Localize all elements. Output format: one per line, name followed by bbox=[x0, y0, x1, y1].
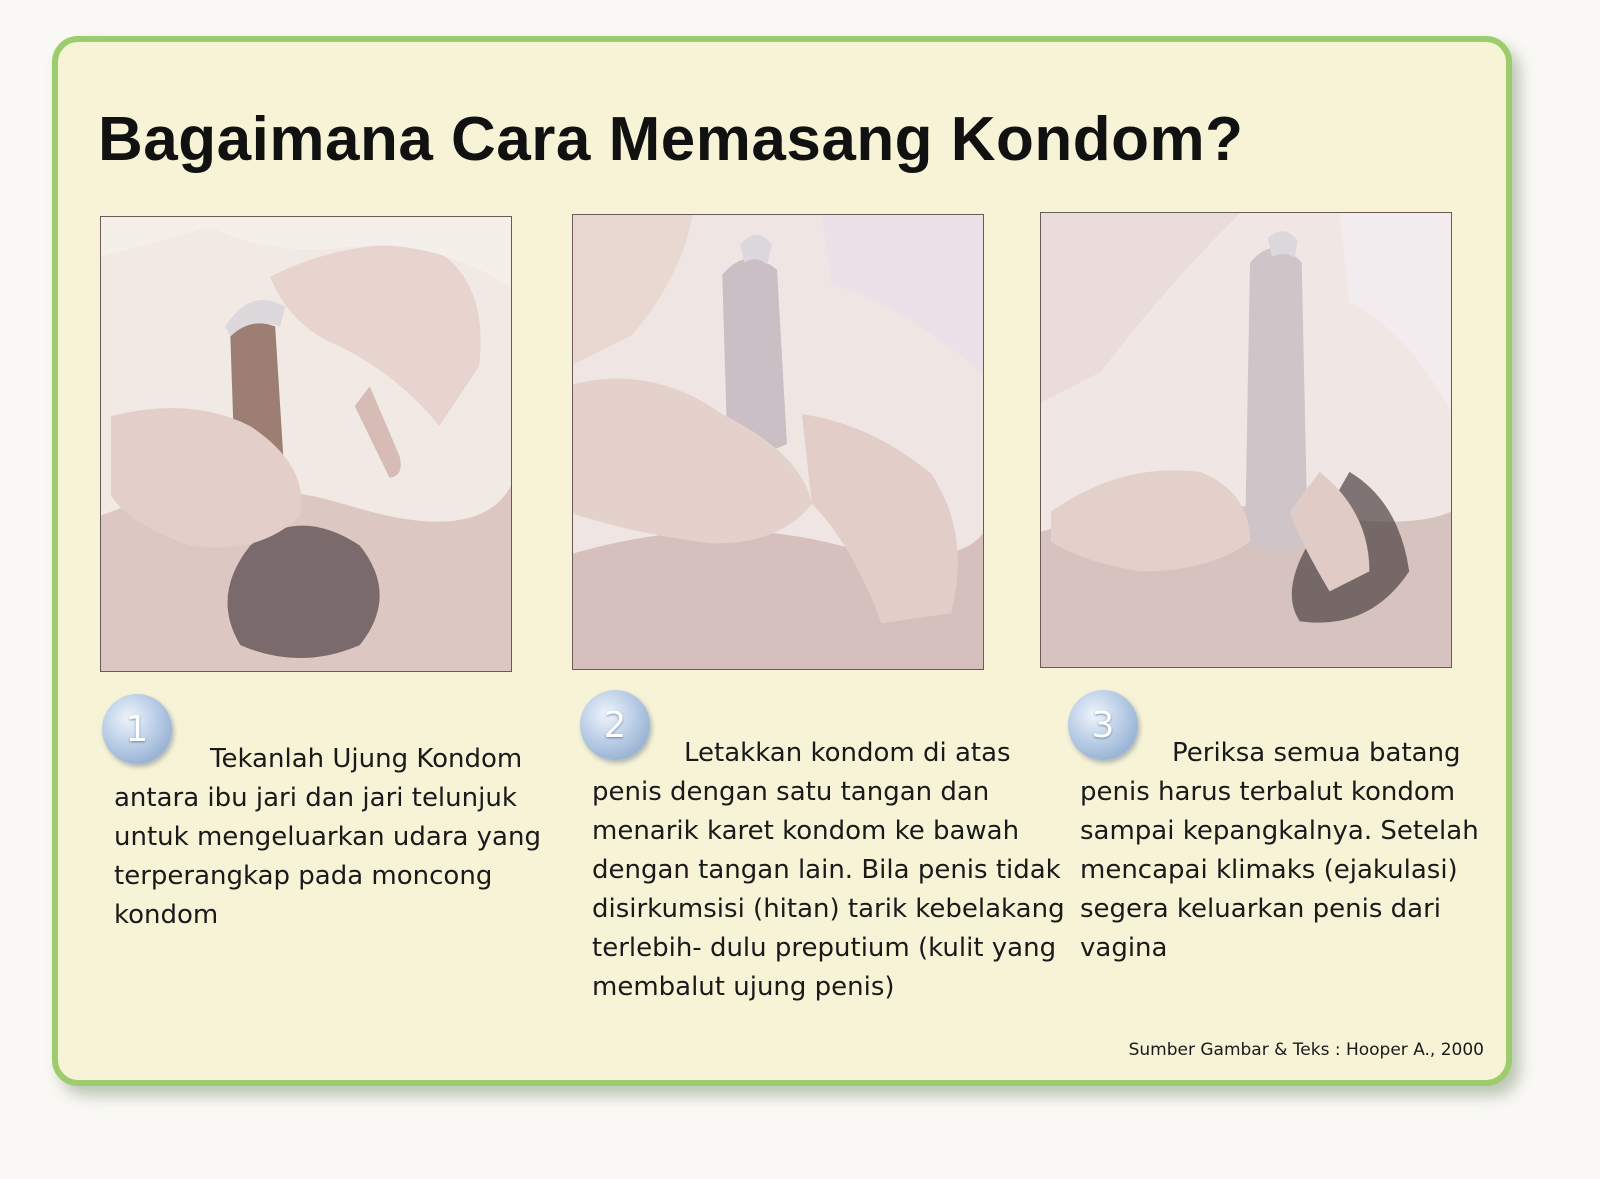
page-title: Bagaimana Cara Memasang Kondom? bbox=[98, 105, 1244, 174]
instruction-poster bbox=[52, 36, 1512, 1086]
step-1 bbox=[114, 694, 574, 935]
step-1-text: Tekanlah Ujung Kondom antara ibu jari dan jari telunjuk untuk mengeluarkan udara yang terperangkap pada moncong kondom bbox=[114, 744, 541, 930]
illustration-step-3 bbox=[1040, 212, 1452, 668]
source-credit: Sumber Gambar & Teks : Hooper A., 2000 bbox=[1128, 1040, 1484, 1060]
illustration-step-2 bbox=[572, 214, 984, 670]
step-3-text: Periksa semua batang penis harus terbalut kondom sampai kepangkalnya. Setelah mencapai klimaks (ejakulasi) segera keluarkan penis dari vagina bbox=[1080, 738, 1479, 963]
step-number-badge-2: 2 bbox=[580, 690, 650, 760]
step-number-badge-3: 3 bbox=[1068, 690, 1138, 760]
step-2 bbox=[592, 690, 1072, 1007]
illustration-step-1 bbox=[100, 216, 512, 672]
step-2-text: Letakkan kondom di atas penis dengan satu tangan dan menarik karet kondom ke bawah dengan tangan lain. Bila penis tidak disirkumsisi (hitan) tarik kebelakang terlebih- dulu preputium (kulit yang membalut ujung penis) bbox=[592, 738, 1065, 1002]
step-3 bbox=[1080, 690, 1500, 968]
step-number-badge-1: 1 bbox=[102, 694, 172, 764]
